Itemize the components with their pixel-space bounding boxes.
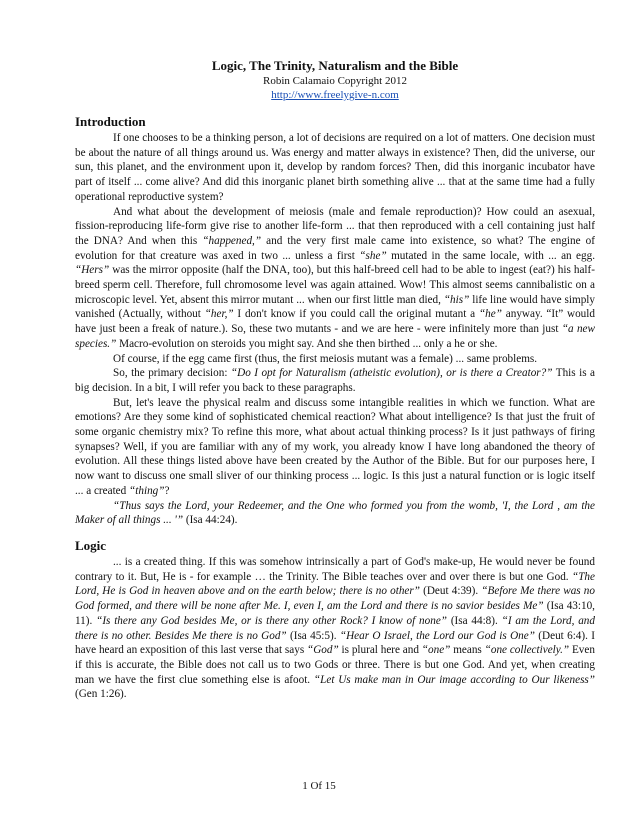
website-link[interactable]: http://www.freelygive-n.com bbox=[271, 89, 399, 101]
intro-paragraph-2: And what about the development of meiosis (male and female reproduction)? How could an asexual, fission-reproducing life-form give rise to another life-form ... that then reproduced with a cell containing just half the DNA? And when this “happened,” and the very first male came into existence, so what? The engine of evolution for that creature was axed in two ... unless a first “she” mutated in the same locale, with ... an egg. “Hers” was the mirror opposite (half the DNA, too), but this half-breed cell had to be able to ingest (eat?) his half-breed sperm cell. Therefore, full chromosome level was again attained. Wow! This almost seems cannibalistic on a microscopic level. Yet, absent this mirror mutant ... when our first little man died, “his” life line would have simply vanished (Actually, without “her,” I don't know if you could call the original mutant a “he” anyway. “It” would have just been a freak of nature.). So, these two mutants - and we are here - were infinitely more than just “a new species.” Macro-evolution on steroids you might say. And she then birthed ... only a he or she. bbox=[75, 205, 596, 350]
scripture-quote-isaiah: “Thus says the Lord, your Redeemer, and the One who formed you from the womb, 'I, the Lord , am the Maker of all things ... '” (Isa 44:24). bbox=[75, 499, 595, 527]
logic-section bbox=[75, 538, 595, 702]
intro-paragraph-3: Of course, if the egg came first (thus, the first meiosis mutant was a female) ... same problems. bbox=[113, 352, 538, 365]
page-number: 1 Of 15 bbox=[302, 780, 336, 792]
intro-paragraph-1: If one chooses to be a thinking person, a lot of decisions are required on a lot of matters. One decision must be about the nature of all things around us. Was energy and matter always in existence? Then, did the universe, our sun, this planet, and the environment upon it, develop by random forces? Then, did this inorganic incubator have part of itself ... come alive? And did this inorganic planet birth something alive ... that at the same time had a fully operational reproductive system? bbox=[75, 132, 595, 203]
logic-paragraph-1: ... is a created thing. If this was somehow intrinsically a part of God's make-up, He would never be found contrary to it. But, He is - for example … the Trinity. The Bible teaches over and over there is but one God. “The Lord, He is God in heaven above and on the earth below; there is no other” (Deut 4:39). “Before Me there was no God formed, and there will be none after Me. I, even I, am the Lord and there is no savior besides Me” (Isa 43:10, 11). “Is there any God besides Me, or is there any other Rock? I know of none” (Isa 44:8). “I am the Lord, and there is no other. Besides Me there is no God” (Isa 45:5). “Hear O Israel, the Lord our God is One” (Deut 6:4). I have heard an exposition of this last verse that says “God” is plural here and “one” means “one collectively.” Even if this is accurate, the Bible does not call us to two Gods or three. There is but one God. And yet, when creating man we have the first clue something else is afoot. “Let Us make man in Our image according to Our likeness” (Gen 1:26). bbox=[75, 555, 596, 701]
intro-paragraph-4: So, the primary decision: “Do I opt for Naturalism (atheistic evolution), or is there a Creator?” This is a big decision. In a bit, I will refer you back to these paragraphs. bbox=[75, 367, 595, 394]
introduction-heading: Introduction bbox=[75, 114, 146, 129]
author-copyright-line: Robin Calamaio Copyright 2012 bbox=[263, 75, 407, 87]
document-title: Logic, The Trinity, Naturalism and the Bible bbox=[211, 58, 459, 73]
logic-heading: Logic bbox=[75, 537, 107, 553]
intro-paragraph-5: But, let's leave the physical realm and discuss some intangible realities in which we function. What are emotions? Are they some kind of sophisticated chemical reaction? What about intelligence? Is that just the fruit of some organic chemistry mix? To refine this more, what about actual thinking process? Is it just pathways of firing synapses? Well, if you are familiar with any of my work, you already know I have long abandoned the theory of evolution. All these things listed above have been created by the Author of the Bible. But for our purposes here, I now want to discuss one small sliver of our thinking process ... logic. Is this just a natural function or is logic itself ... a created “thing”? bbox=[75, 396, 595, 497]
document-page bbox=[75, 58, 595, 702]
introduction-section bbox=[75, 114, 595, 528]
